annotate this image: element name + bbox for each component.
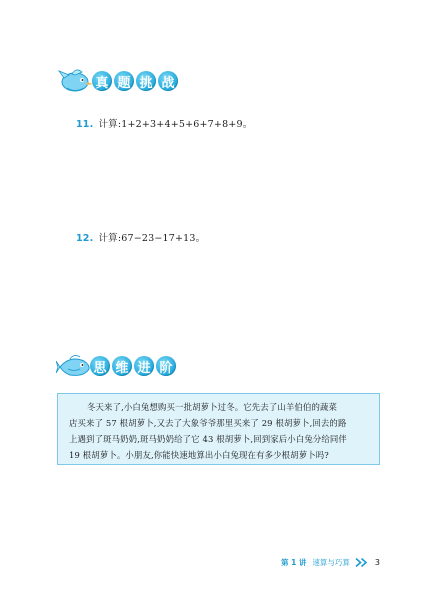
problem-number: 12. [76,233,94,244]
story-line: 上遇到了斑马奶奶,斑马奶奶给了它 43 根胡萝卜,回到家后小白兔分给同伴 [69,434,347,444]
title-badge: 阶 [156,356,176,376]
section-title-badges [92,71,180,91]
title-badge: 进 [134,356,154,376]
title-badge: 挑 [136,71,156,91]
page-footer [281,557,380,568]
lesson-topic: 速算与巧算 [312,558,350,567]
title-badge: 维 [112,356,132,376]
story-line: 冬天来了,小白兔想购买一批胡萝卜过冬。它先去了山羊伯伯的蔬菜 [87,402,338,412]
story-line: 19 根胡萝卜。小朋友,你能快速地算出小白兔现在有多少根胡萝卜吗? [69,450,329,460]
section-header-challenge [58,66,180,96]
title-badge: 思 [90,356,110,376]
lesson-label: 第 1 讲 [280,558,307,567]
story-line: 店买来了 57 根胡萝卜,又去了大象爷爷那里买来了 29 根胡萝卜,回去的路 [69,418,347,428]
problem-12 [76,230,205,244]
story-problem-box [57,393,380,465]
title-badge: 真 [92,71,112,91]
title-badge: 题 [114,71,134,91]
problem-text: 计算:1+2+3+4+5+6+7+8+9。 [98,119,253,130]
page-number: 3 [374,558,380,567]
problem-number: 11. [76,119,94,130]
section-header-thinking [56,351,178,381]
title-badge: 战 [158,71,178,91]
problem-text: 计算:67−23−17+13。 [98,233,206,244]
problem-11 [76,116,252,130]
double-chevron-right-icon [355,558,369,567]
blue-fish-mascot-icon [56,351,94,381]
blue-bird-mascot-icon [58,66,96,96]
section-title-badges [90,356,178,376]
